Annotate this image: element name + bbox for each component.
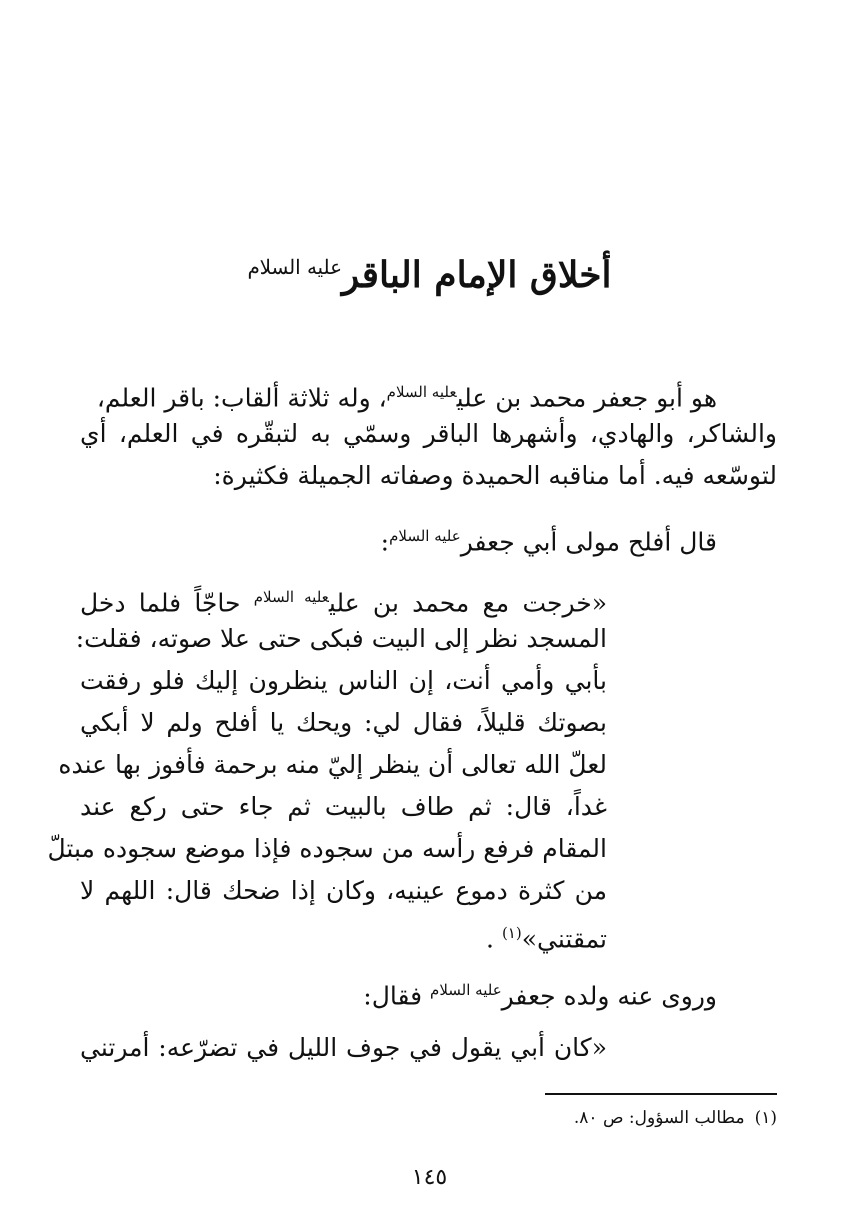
quote1-line-6: غداً، قال: ثم طاف بالبيت ثم جاء حتى ركع عند [80,792,607,821]
quote1-line-9-period: . [486,924,494,954]
quote1-line-8: من كثرة دموع عينيه، وكان إذا ضحك قال: اللهم لا [80,876,607,905]
intro-line-1 [97,372,717,412]
footnote-reference: (١) [501,924,522,942]
quote1-line-5: لعلّ الله تعالى أن ينظر إليّ منه برحمة فأفوز بها عنده [58,750,607,779]
quote1-line-3: بأبي وأمي أنت، إن الناس ينظرون إليك فلو رفقت [80,666,607,695]
page-number: ١٤٥ [411,1165,448,1190]
quote1-line-4: بصوتك قليلاً، فقال لي: ويحك يا أفلح ولم لا أبكي [80,708,607,737]
aflah-intro-text: قال أفلح مولى أبي جعفر [460,527,717,557]
honorific-glyph: عليه السلام [247,256,342,279]
quote1-line-7: المقام فرفع رأسه من سجوده فإذا موضع سجوده مبتلّ [47,834,607,863]
footnote-divider [545,1093,777,1095]
intro-line-1-text-end: ، وله ثلاثة ألقاب: باقر العلم، [96,383,387,413]
quote1-line-1 [80,577,607,617]
quote1-line-1-text: «خرجت مع محمد بن علي [328,588,607,618]
quote1-line-1-text-end: حاجّاً فلما دخل [80,588,241,618]
son-intro-text-end: فقال: [363,981,423,1011]
quote1-line-2: المسجد نظر إلى البيت فبكى حتى علا صوته، فقلت: [75,624,607,653]
quote2-line-1: «كان أبي يقول في جوف الليل في تضرّعه: أمرتني [80,1033,607,1062]
chapter-title-text: أخلاق الإمام الباقر [341,254,612,296]
aflah-intro-colon: : [380,527,390,557]
son-intro [363,970,717,1010]
footnote [574,1104,777,1132]
footnote-number: (١) [754,1108,777,1128]
quote1-line-9-text: تمقتني» [521,924,607,954]
intro-line-2: والشاكر، والهادي، وأشهرها الباقر وسمّي به لتبقّره في العلم، أي [80,419,777,448]
honorific-glyph: عليه السلام [389,527,461,545]
quote1-line-9 [486,913,607,953]
chapter-title [0,238,859,305]
honorific-glyph: عليه السلام [253,588,329,606]
honorific-glyph: عليه السلام [430,981,502,999]
honorific-glyph: عليه السلام [386,383,457,401]
intro-line-3: لتوسّعه فيه. أما مناقبه الحميدة وصفاته الجميلة فكثيرة: [213,461,777,490]
footnote-text: مطالب السؤول: ص ٨٠. [573,1108,745,1128]
aflah-intro [381,516,717,556]
son-intro-text: وروى عنه ولده جعفر [501,981,717,1011]
intro-line-1-text: هو أبو جعفر محمد بن علي [456,383,717,413]
